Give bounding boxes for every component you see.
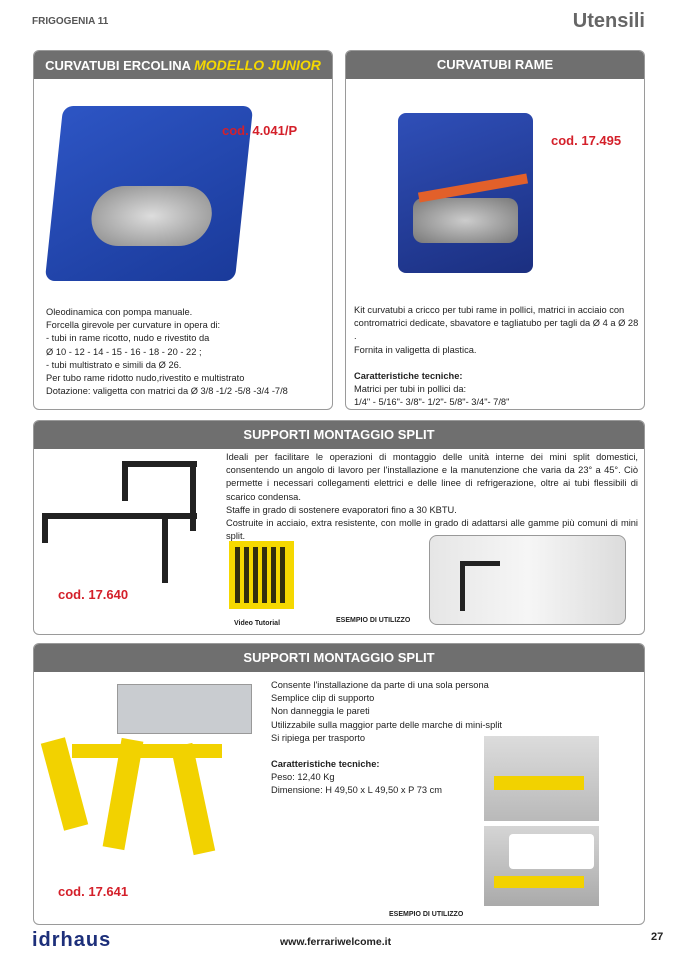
product-image-brackets [42, 461, 202, 581]
product-code: cod. 17.495 [551, 133, 622, 148]
spec-line: Peso: 12,40 Kg [271, 772, 335, 783]
product-card-supporti-17641 [33, 643, 645, 925]
specs-title: Caratteristiche tecniche: [354, 370, 463, 381]
spec-line: 1/4" - 5/16"- 3/8"- 1/2"- 5/8"- 3/4"- 7/8" [354, 397, 510, 408]
product-description [226, 451, 638, 543]
product-image-yellow-stand [42, 684, 257, 859]
product-code: cod. 17.641 [58, 884, 129, 899]
desc-line: Ideali per facilitare le operazioni di montaggio delle unità interne dei mini split domestici, consentendo un angolo di lavoro per l'installazione e la manutenzione che varia da 23° a 45°. Ciò permette i necessari collegamenti elettrici e delle linee di refrigerazione, oltre ai tubi flessibili di scarico condensa. [226, 452, 638, 502]
product-card-ercolina [33, 50, 333, 410]
desc-line: Per tubo rame ridotto nudo,rivestito e multistrato [46, 373, 245, 384]
product-title-bar: SUPPORTI MONTAGGIO SPLIT [34, 644, 644, 672]
website-link[interactable]: www.ferrariwelcome.it [280, 936, 392, 948]
page-number: 27 [651, 931, 664, 943]
desc-line: Non danneggia le pareti [271, 706, 370, 717]
desc-line: Kit curvatubi a cricco per tubi rame in pollici, matrici in acciaio con contromatrici dedicate, sbavatore e tagliatubo per tagli da Ø 4 a Ø 28 . [354, 305, 639, 342]
desc-line: Oleodinamica con pompa manuale. [46, 307, 193, 317]
spec-line: Matrici per tubi in pollici da: [354, 384, 467, 395]
example-label: ESEMPIO DI UTILIZZO [389, 911, 464, 918]
example-photo [429, 535, 626, 625]
desc-line: Dotazione: valigetta con matrici da Ø 3/8 -1/2 -5/8 -3/4 -7/8 [46, 386, 288, 397]
product-image-blue-case [398, 113, 533, 273]
desc-line: Consente l'installazione da parte di una sola persona [271, 680, 489, 690]
desc-line: Si ripiega per trasporto [271, 732, 366, 743]
category-title: Utensili [572, 10, 645, 32]
product-title-bar [34, 51, 332, 79]
desc-line: - tubi in rame ricotto, nudo e rivestito da [46, 333, 210, 344]
product-description [46, 306, 331, 398]
title-highlight: MODELLO JUNIOR [194, 57, 321, 73]
desc-line: Ø 10 - 12 - 14 - 15 - 16 - 18 - 20 - 22 ; [46, 346, 202, 357]
specs-title: Caratteristiche tecniche: [271, 759, 380, 770]
spec-line: Dimensione: H 49,50 x L 49,50 x P 73 cm [271, 785, 443, 796]
product-title: CURVATUBI ERCOLINA [45, 58, 191, 73]
product-code: cod. 17.640 [58, 587, 129, 602]
product-card-curvatubi-rame [345, 50, 645, 410]
example-label: ESEMPIO DI UTILIZZO [336, 617, 411, 624]
desc-line: Fornita in valigetta di plastica. [354, 344, 477, 355]
product-card-supporti-17640 [33, 420, 645, 635]
desc-line: Costruite in acciaio, extra resistente, con molle in grado di adattarsi alle gamme più comuni di mini split. [226, 518, 638, 542]
example-photo-2 [484, 826, 599, 906]
desc-line: - tubi multistrato e simili da Ø 26. [46, 359, 182, 370]
example-photo-1 [484, 736, 599, 821]
product-description [354, 304, 639, 409]
desc-line: Staffe in grado di sostenere evaporatori fino a 30 KBTU. [226, 504, 457, 515]
section-label: FRIGOGENIA 11 [32, 16, 109, 27]
qr-code[interactable] [229, 541, 294, 609]
qr-label: Video Tutorial [234, 620, 281, 627]
desc-line: Forcella girevole per curvature in opera di: [46, 320, 221, 331]
product-title-bar: SUPPORTI MONTAGGIO SPLIT [34, 421, 644, 449]
brand-logo: idrhaus [32, 929, 112, 951]
desc-line: Utilizzabile sulla maggior parte delle marche di mini-split [271, 719, 502, 730]
product-code: cod. 4.041/P [222, 123, 298, 138]
desc-line: Semplice clip di supporto [271, 693, 375, 704]
product-title-bar: CURVATUBI RAME [346, 51, 644, 79]
